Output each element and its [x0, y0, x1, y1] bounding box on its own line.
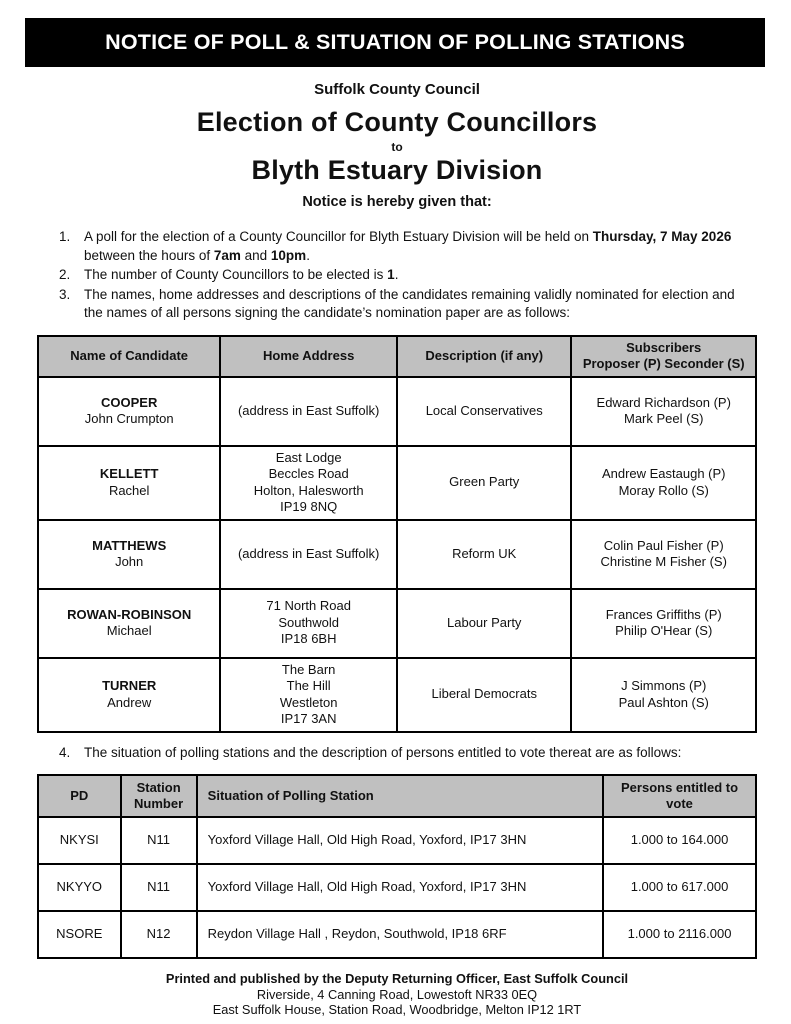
banner-title-text: NOTICE OF POLL & SITUATION OF POLLING STATIONS [105, 30, 685, 54]
header-home-address: Home Address [220, 336, 397, 377]
footer [37, 971, 757, 1018]
notice-intro: Notice is hereby given that: [302, 194, 492, 210]
candidate-row [38, 520, 756, 589]
header-subscribers-line2: Proposer (P) Seconder (S) [582, 356, 745, 371]
list-item-1-text [84, 228, 757, 265]
candidate-forename: Andrew [107, 694, 152, 710]
station-number-cell: N12 [121, 911, 197, 958]
address-line: (address in East Suffolk) [237, 402, 380, 418]
candidate-name-cell [38, 589, 220, 658]
candidate-surname: ROWAN-ROBINSON [67, 606, 192, 622]
candidate-row [38, 658, 756, 732]
item1-seg2: between the hours of [84, 247, 214, 263]
list-item-3-text: The names, home addresses and descriptions of the candidates remaining validly nominated for election and the names of all persons signing the candidate’s nomination paper are as follows: [84, 286, 735, 320]
header-station-number [121, 775, 197, 817]
candidate-subscribers-cell [571, 589, 756, 658]
candidate-surname: KELLETT [99, 466, 159, 481]
item2-count: 1 [387, 267, 395, 282]
header-name-of-candidate: Name of Candidate [38, 336, 220, 377]
candidate-surname: COOPER [101, 394, 158, 410]
station-persons-cell: 1.000 to 2116.000 [603, 911, 756, 958]
candidate-subscribers-cell [571, 658, 756, 732]
candidate-address-cell [220, 520, 397, 589]
header-station-line1: Station [136, 779, 181, 795]
address-line: The Hill [286, 678, 331, 693]
council-name: Suffolk County Council [314, 81, 480, 98]
seconder: Paul Ashton (S) [618, 694, 709, 710]
to-label: to [391, 140, 403, 154]
item1-seg4: . [306, 247, 310, 263]
station-situation-cell: Yoxford Village Hall, Old High Road, Yoxford, IP17 3HN [197, 864, 603, 911]
station-row [38, 817, 756, 864]
list-marker-4: 4. [59, 744, 71, 760]
candidate-description-cell: Labour Party [397, 589, 571, 658]
address-line: (address in East Suffolk) [237, 545, 380, 561]
station-number-cell: N11 [121, 864, 197, 911]
candidate-forename: John Crumpton [84, 411, 174, 426]
footer-address-line-1: Riverside, 4 Canning Road, Lowestoft NR33 0EQ [256, 986, 538, 1002]
address-line: IP19 8NQ [280, 499, 338, 514]
header-description: Description (if any) [397, 336, 571, 377]
candidate-address-cell [220, 377, 397, 446]
seconder: Christine M Fisher (S) [600, 554, 727, 569]
list-marker-2: 2. [59, 267, 71, 282]
notice-list [37, 228, 757, 323]
station-pd-cell: NSORE [38, 911, 121, 958]
address-line: Southwold [278, 614, 340, 630]
list-item-2 [37, 266, 757, 285]
candidate-description-cell: Green Party [397, 446, 571, 520]
item1-open-time: 7am [213, 247, 241, 263]
list-item-1 [37, 228, 757, 265]
footer-publisher-line: Printed and published by the Deputy Returning Officer, East Suffolk Council [165, 971, 629, 986]
footer-address-line-2: East Suffolk House, Station Road, Woodbridge, Melton IP12 1RT [212, 1002, 582, 1017]
division-title: Blyth Estuary Division [251, 155, 543, 185]
address-line: The Barn [281, 661, 336, 677]
candidate-subscribers-cell [571, 377, 756, 446]
item1-close-time: 10pm [270, 247, 307, 263]
candidate-description-cell: Reform UK [397, 520, 571, 589]
proposer: Frances Griffiths (P) [605, 606, 722, 622]
candidate-surname: TURNER [102, 678, 157, 693]
address-line: Holton, Halesworth [253, 482, 364, 498]
proposer: Colin Paul Fisher (P) [603, 537, 724, 553]
candidate-subscribers-cell [571, 446, 756, 520]
candidates-table [37, 335, 757, 733]
election-title: Election of County Councillors [196, 107, 598, 137]
station-persons-cell: 1.000 to 164.000 [603, 817, 756, 864]
candidate-surname: MATTHEWS [92, 537, 167, 553]
candidate-name-cell [38, 446, 220, 520]
item4-section [37, 744, 757, 763]
candidate-subscribers-cell [571, 520, 756, 589]
item1-seg1: A poll for the election of a County Councillor for Blyth Estuary Division will be held on [84, 229, 593, 244]
candidate-address-cell [220, 658, 397, 732]
station-situation-cell: Yoxford Village Hall, Old High Road, Yoxford, IP17 3HN [197, 817, 603, 864]
candidate-name-cell [38, 377, 220, 446]
candidate-name-cell [38, 658, 220, 732]
list-item-4-text: The situation of polling stations and the description of persons entitled to vote thereat are as follows: [84, 744, 682, 760]
candidate-row [38, 446, 756, 520]
station-number-cell: N11 [121, 817, 197, 864]
station-pd-cell: NKYSI [38, 817, 121, 864]
station-situation-cell: Reydon Village Hall , Reydon, Southwold, IP18 6RF [197, 911, 603, 958]
item1-date: Thursday, 7 May 2026 [592, 229, 732, 244]
candidate-address-cell [220, 446, 397, 520]
header-subscribers-line1: Subscribers [626, 339, 702, 355]
polling-stations-table [37, 774, 757, 959]
list-item-2-text [84, 266, 757, 285]
station-row [38, 911, 756, 958]
list-marker-3: 3. [59, 286, 71, 302]
candidate-row [38, 589, 756, 658]
candidate-description-cell: Local Conservatives [397, 377, 571, 446]
address-line: IP18 6BH [280, 631, 337, 647]
station-row [38, 864, 756, 911]
header-persons-entitled: Persons entitled to vote [603, 775, 756, 817]
candidate-forename: John [115, 554, 144, 569]
item2-seg2: . [394, 267, 399, 282]
header-station-line2: Number [134, 796, 184, 811]
address-line: 71 North Road [266, 598, 351, 614]
list-marker-1: 1. [59, 229, 71, 244]
seconder: Mark Peel (S) [623, 411, 704, 426]
candidates-header-row [38, 336, 756, 377]
item2-seg1: The number of County Councillors to be elected is [84, 267, 388, 282]
header-pd: PD [38, 775, 121, 817]
station-pd-cell: NKYYO [38, 864, 121, 911]
address-line: Westleton [279, 694, 338, 710]
candidate-forename: Rachel [108, 482, 150, 498]
candidate-name-cell [38, 520, 220, 589]
item1-seg3: and [240, 247, 271, 263]
banner-title [25, 18, 765, 67]
candidate-row [38, 377, 756, 446]
proposer: Andrew Eastaugh (P) [601, 466, 726, 481]
address-line: Beccles Road [268, 466, 349, 481]
proposer: J Simmons (P) [621, 678, 707, 693]
stations-header-row [38, 775, 756, 817]
header-situation: Situation of Polling Station [197, 775, 603, 817]
address-line: East Lodge [275, 449, 342, 465]
candidate-address-cell [220, 589, 397, 658]
header-subscribers [571, 336, 756, 377]
address-line: IP17 3AN [280, 711, 337, 726]
candidate-forename: Michael [106, 623, 152, 638]
list-item-4 [37, 744, 757, 763]
seconder: Philip O'Hear (S) [615, 623, 713, 638]
candidate-description-cell: Liberal Democrats [397, 658, 571, 732]
list-item-3 [37, 286, 757, 323]
proposer: Edward Richardson (P) [596, 394, 731, 410]
seconder: Moray Rollo (S) [618, 482, 709, 498]
station-persons-cell: 1.000 to 617.000 [603, 864, 756, 911]
